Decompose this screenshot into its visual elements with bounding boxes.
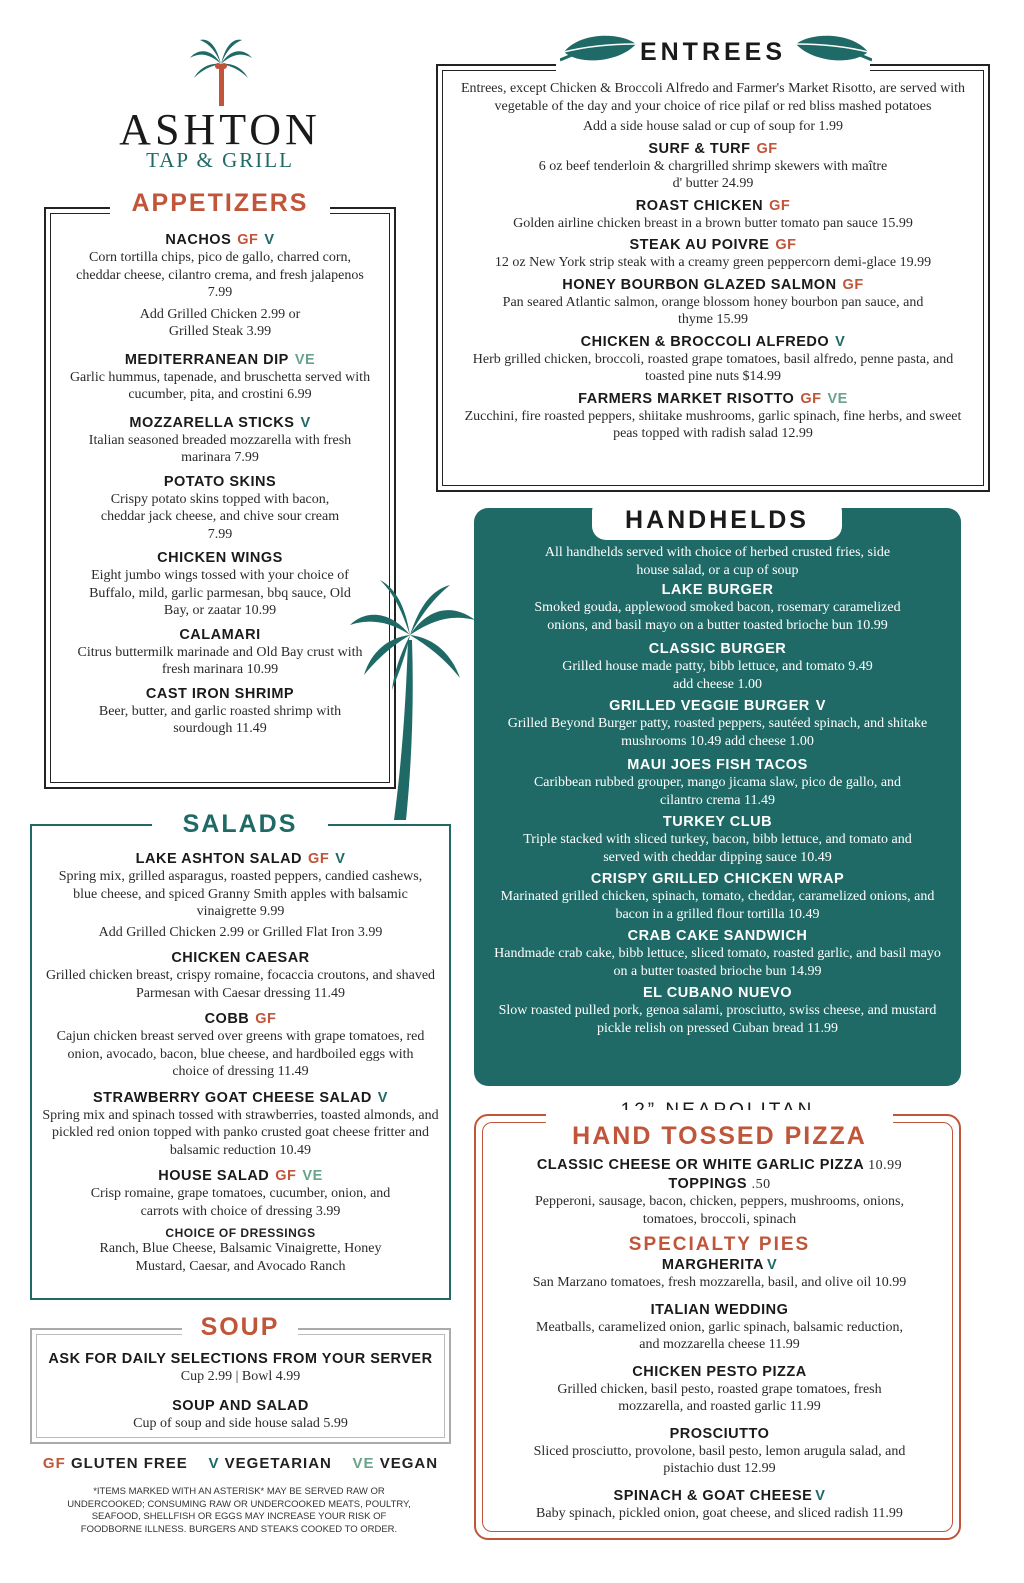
salads-section: [30, 810, 451, 1300]
soup-and-salad: SOUP AND SALAD: [172, 1397, 309, 1414]
pizza-section: [474, 1114, 961, 1540]
list-item: EL CUBANO NUEVO Slow roasted pulled pork, genoa salami, prosciutto, swiss cheese, and mustard pickle relish on pressed Cuban bread 11.99: [498, 985, 937, 1036]
list-item: COBB GF Cajun chicken breast served over greens with grape tomatoes, red onion, avocado, bacon, blue cheese, and hardboiled eggs with choice of dressing 11.49: [56, 1011, 425, 1079]
pizza-toppings: TOPPINGS .50: [668, 1175, 771, 1192]
appetizers-section: [44, 189, 396, 789]
list-item: POTATO SKINS Crispy potato skins topped with bacon, cheddar jack cheese, and chive sour cream 7.99: [100, 473, 340, 542]
leaf-left-icon: [560, 32, 640, 70]
list-item: PROSCIUTTO Sliced prosciutto, provolone, basil pesto, lemon arugula salad, and pistachio dust 12.99: [533, 1425, 906, 1476]
pizza-title: HAND TOSSED PIZZA: [572, 1122, 867, 1150]
dressings: CHOICE OF DRESSINGS Ranch, Blue Cheese, Balsamic Vinaigrette, Honey Mustard, Caesar, and Avocado Ranch: [99, 1226, 382, 1274]
logo-sub: TAP & GRILL: [146, 148, 294, 172]
entrees-intro: Entrees, except Chicken & Broccoli Alfredo and Farmer's Market Risotto, are served with vegetable of the day and your choice of rice pilaf or red bliss mashed potatoes: [460, 81, 966, 114]
pizza-base: CLASSIC CHEESE OR WHITE GARLIC PIZZA 10.99: [536, 1157, 903, 1173]
logo: [80, 36, 360, 176]
soup-daily-price: Cup 2.99 | Bowl 4.99: [180, 1369, 301, 1384]
list-item: HOUSE SALAD GF VE Crisp romaine, grape tomatoes, cucumber, onion, and carrots with choice of dressing 3.99: [90, 1168, 391, 1219]
list-item: CHICKEN CAESAR Grilled chicken breast, crispy romaine, focaccia croutons, and shaved Parmesan with Caesar dressing 11.49: [45, 950, 436, 1001]
salads-title: SALADS: [152, 810, 328, 839]
list-item: FARMERS MARKET RISOTTO GF VE Zucchini, fire roasted peppers, shiitake mushrooms, garlic spinach, fine herbs, and sweet peas topped with radish salad 12.99: [464, 390, 962, 441]
disclaimer: *ITEMS MARKED WITH AN ASTERISK* MAY BE SERVED RAW OR UNDERCOOKED; CONSUMING RAW OR UNDERCOOKED MEATS, POULTRY, SEAFOOD, SHELLFISH OR EGGS MAY INCREASE YOUR RISK OF FOODBORNE ILLNESS. BURGERS AND STEAKS COOKED TO ORDER.: [67, 1486, 411, 1535]
handhelds-title: HANDHELDS: [592, 498, 842, 540]
palm-tree-logo-icon: [188, 36, 254, 108]
list-item: CHICKEN WINGS Eight jumbo wings tossed with your choice of Buffalo, mild, garlic parmesan, bbq sauce, Old Bay, or zaatar 10.99: [89, 550, 351, 618]
appetizers-list: [54, 231, 386, 738]
list-item: CRAB CAKE SANDWICH Handmade crab cake, bibb lettuce, sliced tomato, roasted garlic, and basil mayo on a butter toasted brioche bun 14.99: [494, 928, 941, 979]
list-item: NACHOS GF V Corn tortilla chips, pico de gallo, charred corn, cheddar cheese, cilantro crema, and fresh jalapenos 7.99 Add Grilled Chicken 2.99 or Grilled Steak 3.99: [76, 232, 364, 339]
list-item: MAUI JOES FISH TACOS Caribbean rubbed grouper, mango jicama slaw, pico de gallo, and cilantro crema 11.49: [533, 757, 902, 808]
list-item: LAKE BURGER Smoked gouda, applewood smoked bacon, rosemary caramelized onions, and basil mayo on a butter toasted brioche bun 10.99: [534, 582, 901, 633]
list-item: CLASSIC BURGER Grilled house made patty, bibb lettuce, and tomato 9.49 add cheese 1.00: [562, 641, 873, 692]
specialty-pies-title: SPECIALTY PIES: [628, 1234, 811, 1255]
list-item: STEAK AU POIVRE GF 12 oz New York strip steak with a creamy green peppercorn demi-glace 19.99: [494, 237, 932, 270]
logo-name: ASHTON: [119, 105, 321, 154]
list-item: CAST IRON SHRIMP Beer, butter, and garlic roasted shrimp with sourdough 11.49: [98, 685, 342, 736]
soup-daily: ASK FOR DAILY SELECTIONS FROM YOUR SERVER: [48, 1351, 433, 1367]
salads-list: [40, 850, 441, 1275]
list-item: CRISPY GRILLED CHICKEN WRAP Marinated grilled chicken, spinach, tomato, cheddar, caramelized onions, and bacon in a grilled flour tortilla 10.49: [500, 871, 935, 922]
list-item: GRILLED VEGGIE BURGER V Grilled Beyond Burger patty, roasted peppers, sautéed spinach, and shitake mushrooms 10.49 add cheese 1.00: [507, 698, 928, 749]
list-item: SPINACH & GOAT CHEESE V Baby spinach, pickled onion, goat cheese, and sliced radish 11.99: [536, 1487, 903, 1521]
soup-title: SOUP: [182, 1313, 298, 1342]
pizza-toppings-list: Pepperoni, sausage, bacon, chicken, peppers, mushrooms, onions, tomatoes, broccoli, spinach: [535, 1194, 904, 1227]
entrees-title: ENTREES: [639, 38, 787, 66]
list-item: MEDITERRANEAN DIP VE Garlic hummus, tapenade, and bruschetta served with cucumber, pita, and crostini 6.99: [69, 351, 371, 402]
handhelds-intro: All handhelds served with choice of herbed crusted fries, side house salad, or a cup of soup: [544, 545, 891, 578]
list-item: LAKE ASHTON SALAD GF V Spring mix, grilled asparagus, roasted peppers, candied cashews, blue cheese, and spiced Granny Smith apples with balsamic vinaigrette 9.99 Add Grilled Chicken 2.99 or Grilled Flat Iron 3.99: [58, 851, 423, 940]
list-item: MARGHERITA V San Marzano tomatoes, fresh mozzarella, basil, and olive oil 10.99: [532, 1257, 907, 1290]
list-item: STRAWBERRY GOAT CHEESE SALAD V Spring mix and spinach tossed with strawberries, toasted almonds, and pickled red onion topped with panko crusted goat cheese fritter and balsamic reduction 10.49: [42, 1089, 439, 1158]
list-item: ROAST CHICKEN GF Golden airline chicken breast in a brown butter tomato pan sauce 15.99: [513, 197, 913, 231]
soup-and-salad-desc: Cup of soup and side house salad 5.99: [133, 1415, 348, 1431]
list-item: HONEY BOURBON GLAZED SALMON GF Pan seared Atlantic salmon, orange blossom honey bourbon pan sauce, and thyme 15.99: [502, 276, 924, 327]
entrees-addon: Add a side house salad or cup of soup for 1.99: [582, 119, 844, 134]
soup-section: [30, 1313, 451, 1444]
palm-tree-illustration-icon: [350, 580, 480, 820]
leaf-right-icon: [792, 32, 872, 70]
diet-legend: GF GLUTEN FREE V VEGETARIAN VE VEGAN: [42, 1455, 439, 1472]
list-item: CHICKEN PESTO PIZZA Grilled chicken, basil pesto, roasted grape tomatoes, fresh mozzarella, and roasted garlic 11.99: [557, 1363, 882, 1414]
entrees-section: [436, 38, 990, 492]
handhelds-section: [474, 508, 961, 1086]
list-item: SURF & TURF GF 6 oz beef tenderloin & chargrilled shrimp skewers with maître d' butter 24.99: [538, 140, 888, 191]
list-item: ITALIAN WEDDING Meatballs, caramelized onion, garlic spinach, balsamic reduction, and mozzarella cheese 11.99: [536, 1301, 903, 1352]
list-item: MOZZARELLA STICKS V Italian seasoned breaded mozzarella with fresh marinara 7.99: [88, 414, 352, 465]
list-item: CHICKEN & BROCCOLI ALFREDO V Herb grilled chicken, broccoli, roasted grape tomatoes, basil alfredo, penne pasta, and toasted pine nuts $14.99: [472, 333, 954, 384]
appetizers-title: APPETIZERS: [110, 189, 330, 218]
list-item: TURKEY CLUB Triple stacked with sliced turkey, bacon, bibb lettuce, and tomato and served with cheddar dipping sauce 10.49: [523, 814, 912, 865]
list-item: CALAMARI Citrus buttermilk marinade and Old Bay crust with fresh marinara 10.99: [77, 626, 363, 677]
